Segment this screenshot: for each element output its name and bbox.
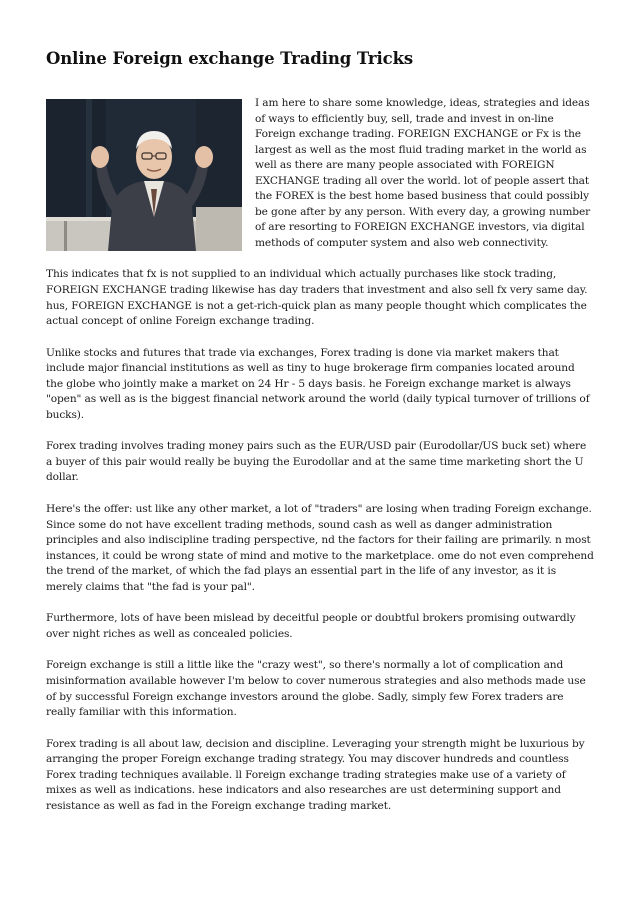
document-title: Online Foreign exchange Trading Tricks	[46, 49, 414, 68]
paragraph: Unlike stocks and futures that trade via exchanges, Forex trading is done via market makers that include major financial institutions as well as tiny to huge brokerage firm companies located around the globe who jointly make a market on 24 Hr - 5 days basis. he Foreign exchange market is always "open" as well as is the biggest financial network around the world (daily typical turnover of trillions of bucks).	[46, 346, 590, 421]
paragraph: Forex trading is all about law, decision and discipline. Leveraging your strength might be luxurious by arranging the proper Foreign exchange trading strategy. You may discover hundreds and countless Forex trading techniques available. ll Foreign exchange trading strategies make use of a variety of mixes as well as indications. hese indicators and also researches are ust determining support and resistance as well as fad in the Foreign exchange trading market.	[46, 737, 585, 812]
document-page	[46, 48, 594, 830]
paragraph: Foreign exchange is still a little like the "crazy west", so there's normally a lot of complication and misinformation available however I'm below to cover numerous strategies and also methods made use of by successful Foreign exchange investors around the globe. Sadly, simply few Forex traders are really familiar with this information.	[46, 659, 586, 719]
paragraph: Furthermore, lots of have been mislead by deceitful people or doubtful brokers promising outwardly over night riches as well as concealed policies.	[46, 612, 576, 640]
paragraph: This indicates that fx is not supplied to an individual which actually purchases like stock trading, FOREIGN EXCHANGE trading likewise has day traders that investment and also sell fx very same day. hus, FOREIGN EXCHANGE is not a get-rich-quick plan as many people thought which complicates the actual concept of online Foreign exchange trading.	[46, 268, 588, 328]
speaker-photo-illustration	[46, 99, 242, 251]
paragraph-intro: I am here to share some knowledge, ideas, strategies and ideas of ways to efficiently buy, sell, trade and invest in on-line Foreign exchange trading. FOREIGN EXCHANGE or Fx is the largest as well as the most fluid trading market in the world as well as there are many people associated with FOREIGN EXCHANGE trading all over the world. lot of people assert that the FOREX is the best home based business that could possibly be gone after by any person. With every day, a growing number of are resorting to FOREIGN EXCHANGE investors, via digital methods of computer system and also web connectivity.	[255, 97, 591, 249]
speaker-photo	[46, 99, 242, 251]
paragraph: Here's the offer: ust like any other market, a lot of "traders" are losing when trading Foreign exchange. Since some do not have excellent trading methods, sound cash as well as danger administration principles and also indiscipline trading perspective, nd the factors for their failing are primarily. n most instances, it could be wrong state of mind and motive to the marketplace. ome do not even comprehend the trend of the market, of which the fad plays an essential part in the life of any investor, as it is merely claims that "the fad is your pal".	[46, 503, 594, 593]
paragraph: Forex trading involves trading money pairs such as the EUR/USD pair (Eurodollar/US buck set) where a buyer of this pair would really be buying the Eurodollar and at the same time marketing short the U dollar.	[46, 440, 587, 484]
